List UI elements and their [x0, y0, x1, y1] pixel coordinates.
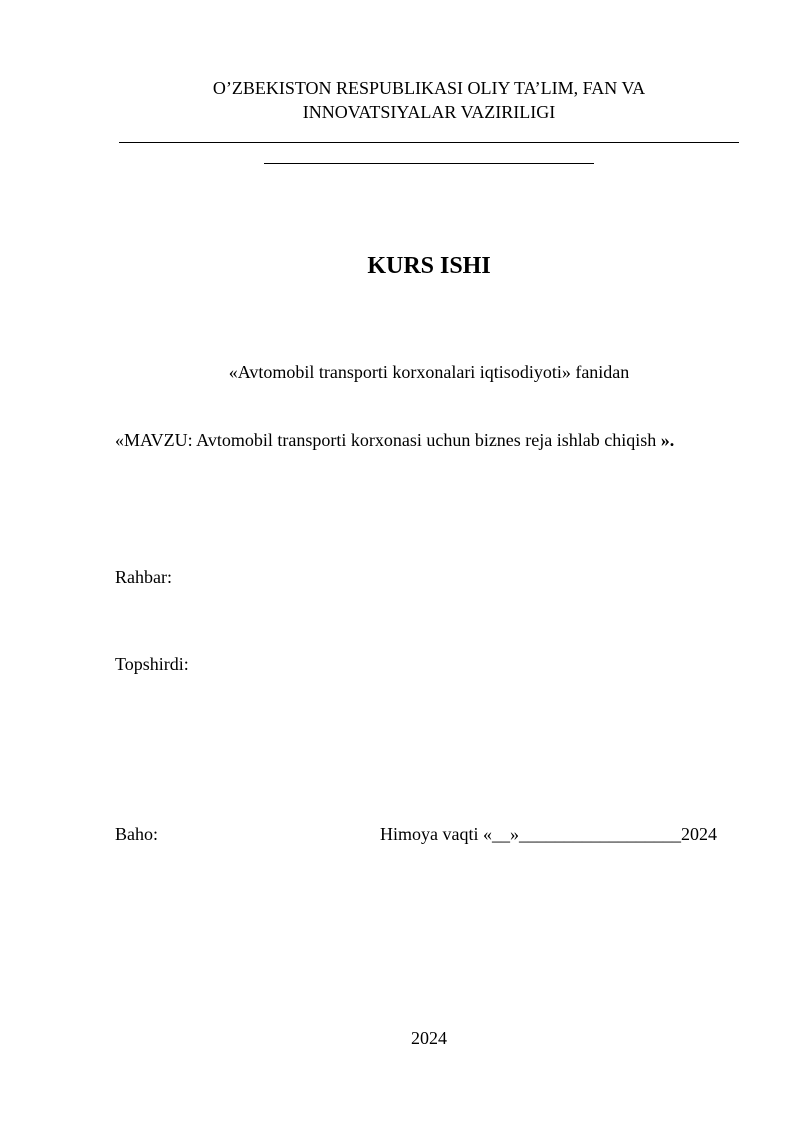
topic-text: «MAVZU: Avtomobil transporti korxonasi uchun biznes reja ishlab chiqish [115, 430, 661, 450]
submitted-by-label: Topshirdi: [115, 654, 189, 674]
supervisor-label: Rahbar: [115, 567, 172, 587]
ministry-line-1: O’ZBEKISTON RESPUBLIKASI OLIY TA’LIM, FAN VA [212, 78, 646, 98]
institution-blank-line-2 [264, 163, 594, 164]
topic-closing-quote: ». [660, 430, 675, 450]
topic-line [115, 428, 674, 452]
institution-blank-line-1 [119, 142, 739, 143]
ministry-header [0, 76, 800, 124]
subject-line: «Avtomobil transporti korxonalari iqtisodiyoti» fanidan [228, 362, 630, 382]
grade-label: Baho: [115, 824, 158, 844]
document-title: KURS ISHI [367, 253, 491, 279]
defense-date-field: Himoya vaqti «__»__________________2024 [380, 824, 717, 844]
ministry-line-2: INNOVATSIYALAR VAZIRILIGI [302, 102, 556, 122]
document-year: 2024 [411, 1028, 447, 1048]
